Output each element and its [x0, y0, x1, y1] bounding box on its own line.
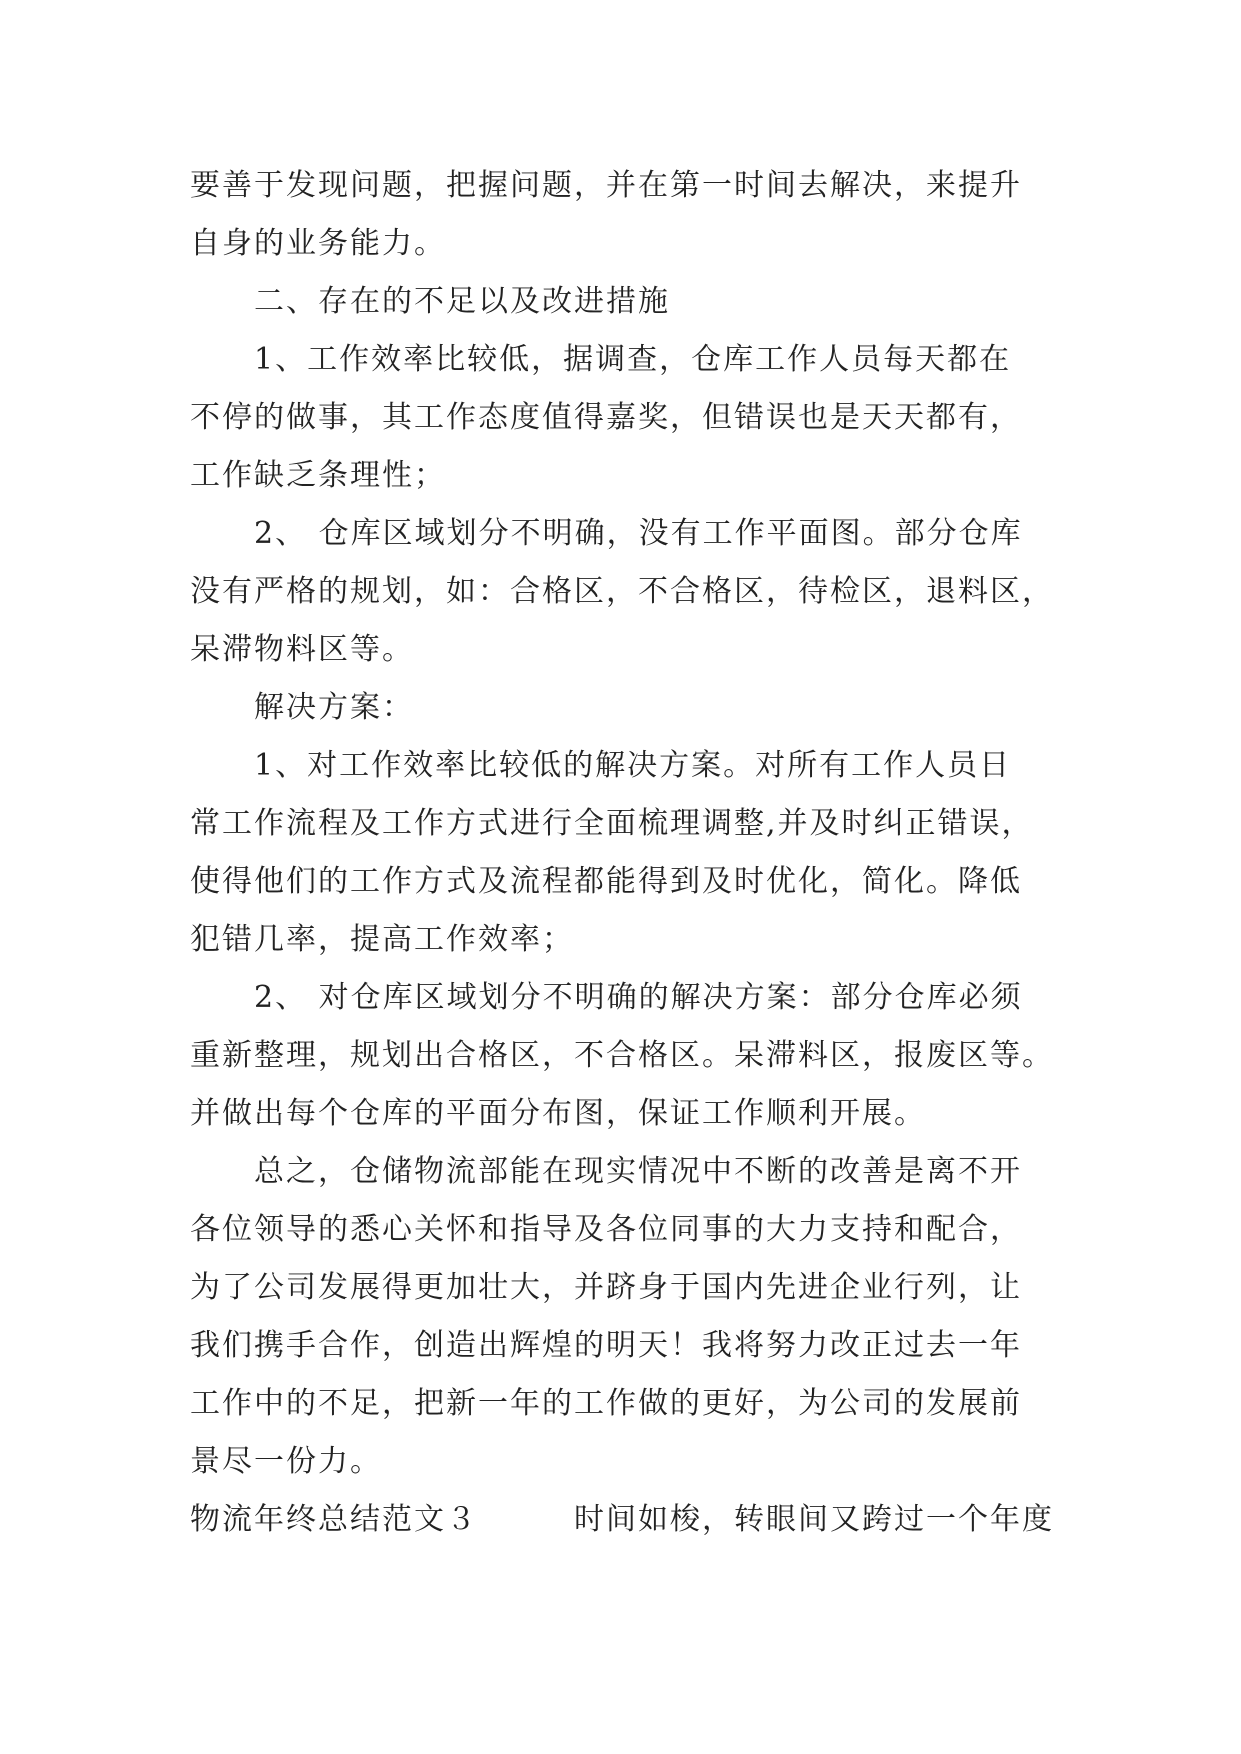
text-line: 使得他们的工作方式及流程都能得到及时优化，简化。降低 — [190, 864, 1022, 899]
text-line: 为了公司发展得更加壮大，并跻身于国内先进企业行列，让 — [190, 1270, 1022, 1305]
text-line: 1、对工作效率比较低的解决方案。对所有工作人员日 — [254, 748, 1012, 783]
text-line: 常工作流程及工作方式进行全面梳理调整,并及时纠正错误， — [190, 806, 1034, 841]
text-line: 自身的业务能力。 — [190, 226, 446, 261]
text-line: 并做出每个仓库的平面分布图，保证工作顺利开展。 — [190, 1096, 926, 1131]
text-line: 景尽一份力。 — [190, 1444, 382, 1479]
subheading: 解决方案： — [254, 690, 414, 725]
text-line: 我们携手合作，创造出辉煌的明天！我将努力改正过去一年 — [190, 1328, 1022, 1363]
text-line: 2、 对仓库区域划分不明确的解决方案：部分仓库必须 — [254, 980, 1023, 1015]
text-line: 呆滞物料区等。 — [190, 632, 414, 667]
text-line: 没有严格的规划，如：合格区，不合格区，待检区，退料区， — [190, 574, 1054, 609]
article-title-line: 物流年终总结范文３ 时间如梭，转眼间又跨过一个年度 — [190, 1502, 1054, 1537]
text-line: 各位领导的悉心关怀和指导及各位同事的大力支持和配合， — [190, 1212, 1022, 1247]
text-line: 要善于发现问题，把握问题，并在第一时间去解决，来提升 — [190, 168, 1022, 203]
text-line: 总之，仓储物流部能在现实情况中不断的改善是离不开 — [254, 1154, 1022, 1189]
text-line: 2、 仓库区域划分不明确，没有工作平面图。部分仓库 — [254, 516, 1023, 551]
text-line: 重新整理，规划出合格区，不合格区。呆滞料区，报废区等。 — [190, 1038, 1054, 1073]
text-line: 工作中的不足，把新一年的工作做的更好，为公司的发展前 — [190, 1386, 1022, 1421]
section-heading: 二、存在的不足以及改进措施 — [254, 284, 670, 319]
text-line: 犯错几率，提高工作效率； — [190, 922, 574, 957]
text-line: 1、工作效率比较低，据调查，仓库工作人员每天都在 — [254, 342, 1012, 377]
text-line: 不停的做事，其工作态度值得嘉奖，但错误也是天天都有， — [190, 400, 1022, 435]
text-line: 工作缺乏条理性； — [190, 458, 446, 493]
